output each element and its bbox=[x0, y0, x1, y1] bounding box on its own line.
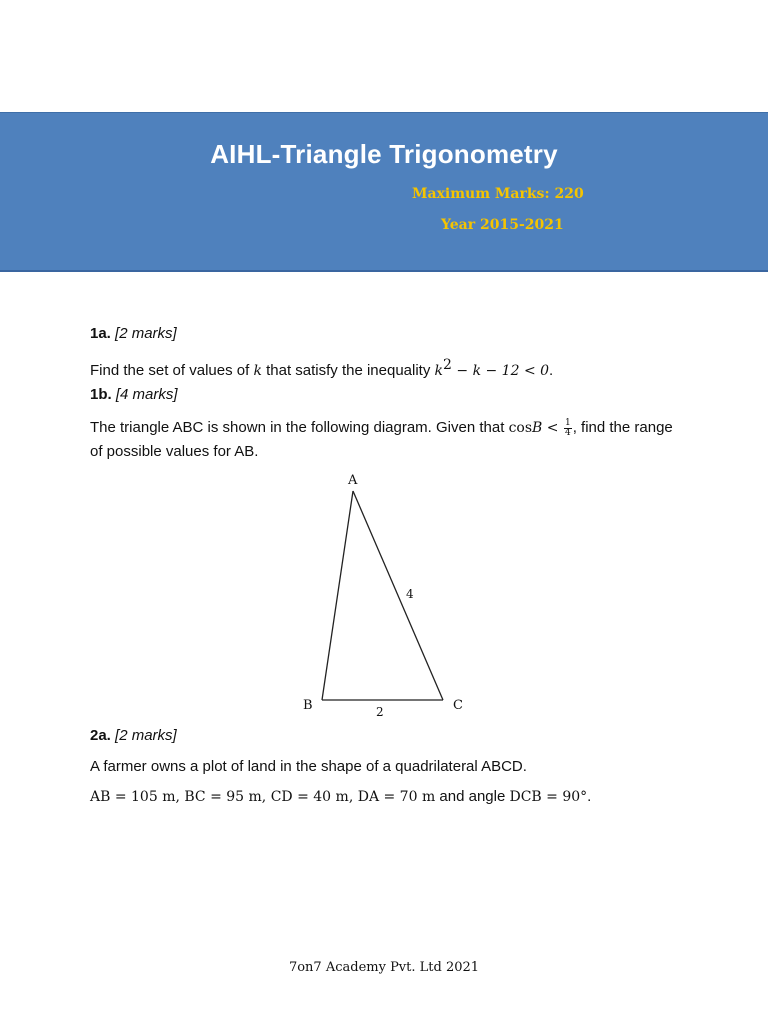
vertex-c-label: C bbox=[453, 698, 463, 713]
side-ac-line bbox=[353, 491, 443, 700]
question-1a-text bbox=[90, 354, 690, 383]
header-banner bbox=[0, 112, 768, 272]
question-2a-number: 2a. bbox=[90, 727, 111, 744]
question-1a-variable: k bbox=[253, 363, 262, 379]
vertex-a-label: A bbox=[348, 473, 358, 488]
question-1a-text-before: Find the set of values of bbox=[90, 362, 254, 379]
side-bc-length: 2 bbox=[376, 705, 384, 719]
question-1a-text-end: . bbox=[549, 362, 554, 379]
question-1a-text-mid: that satisfy the inequality bbox=[261, 362, 435, 379]
question-2a-heading bbox=[90, 727, 177, 744]
side-lengths: AB = 105 m, BC = 95 m, CD = 40 m, DA = 70 m bbox=[90, 789, 436, 805]
question-1a-marks: [2 marks] bbox=[115, 325, 177, 342]
question-2a-marks: [2 marks] bbox=[115, 727, 177, 744]
question-2a-line2-text: and angle bbox=[435, 788, 510, 805]
question-1b-text-after: , find the range bbox=[572, 419, 673, 436]
inequality-exponent: 2 bbox=[443, 357, 452, 373]
angle-dcb: DCB = 90° bbox=[509, 789, 588, 805]
vertex-b-label: B bbox=[303, 698, 313, 713]
fraction-one-quarter bbox=[564, 419, 572, 438]
question-2a-line2-end: . bbox=[587, 788, 592, 805]
side-ac-length: 4 bbox=[406, 587, 414, 601]
page-title: AIHL-Triangle Trigonometry bbox=[210, 139, 558, 169]
side-ab-line bbox=[322, 491, 353, 700]
triangle-diagram bbox=[290, 466, 480, 722]
question-1b-text bbox=[90, 416, 690, 463]
inequality-rest: − k − 12 < 0 bbox=[451, 363, 550, 379]
footer-text: 7on7 Academy Pvt. Ltd 2021 bbox=[288, 960, 480, 975]
question-1b-line2: of possible values for AB. bbox=[90, 443, 259, 460]
question-1b-text-before: The triangle ABC is shown in the following diagram. Given that bbox=[90, 419, 509, 436]
question-2a-line1: A farmer owns a plot of land in the shape of a quadrilateral ABCD. bbox=[90, 758, 527, 775]
question-1b-marks: [4 marks] bbox=[115, 386, 178, 403]
fraction-denominator: 4 bbox=[564, 427, 571, 438]
question-1b-heading bbox=[90, 386, 178, 403]
fraction-numerator: 1 bbox=[564, 417, 571, 428]
question-1a-heading bbox=[90, 325, 177, 342]
less-than-sign: < bbox=[542, 420, 563, 436]
question-1b-number: 1b. bbox=[90, 386, 112, 403]
year-range: Year 2015-2021 bbox=[441, 217, 564, 233]
cos-variable: B bbox=[532, 420, 543, 436]
max-marks: Maximum Marks: 220 bbox=[412, 186, 584, 202]
inequality-k: k bbox=[434, 363, 444, 379]
question-1a-number: 1a. bbox=[90, 325, 111, 342]
cos-function: cos bbox=[508, 420, 533, 436]
question-2a-line2 bbox=[90, 785, 690, 809]
